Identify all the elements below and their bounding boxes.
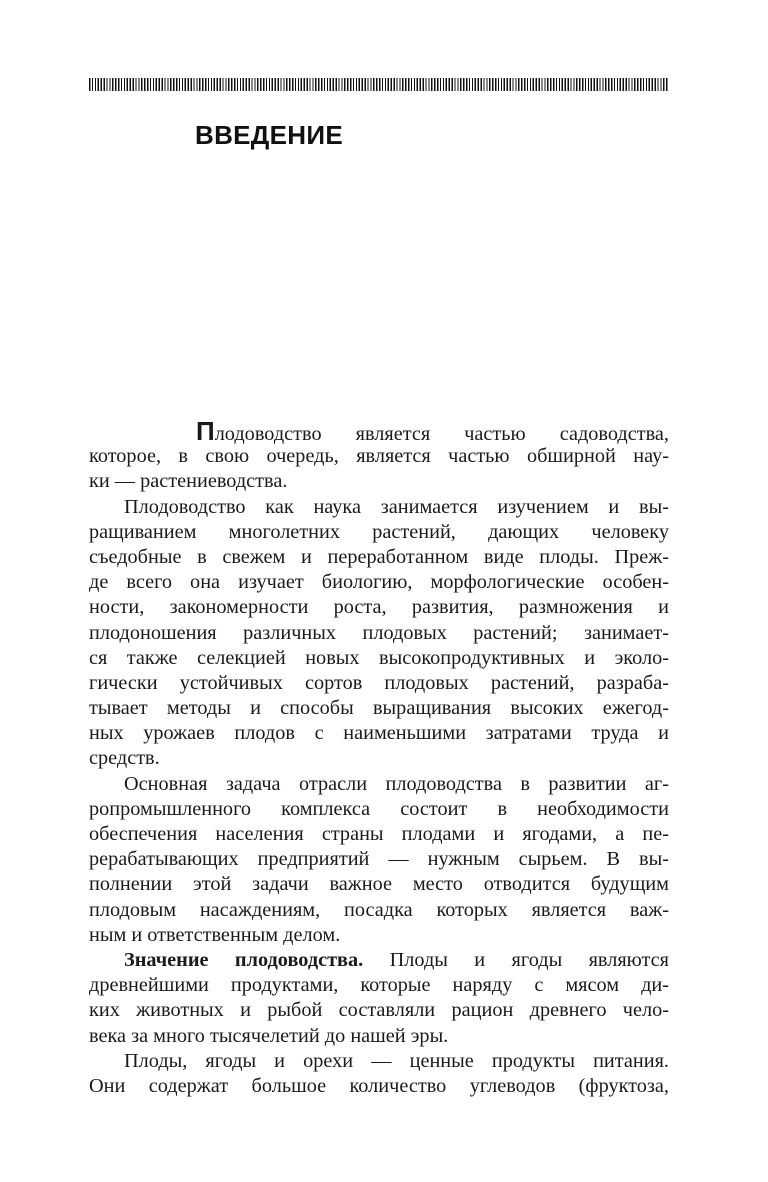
text-line: Плодоводство как наука занимается изучением и вы- xyxy=(124,495,669,518)
paragraph-intro xyxy=(89,416,669,495)
text-line: средств. xyxy=(89,747,160,770)
text-line: ных урожаев плодов с наименьшими затратами труда и xyxy=(89,722,669,745)
paragraph-main-task xyxy=(89,772,669,948)
text-line: обеспечения населения страны плодами и ягодами, а пе- xyxy=(89,823,669,845)
text-line: гически устойчивых сортов плодовых растений, разраба- xyxy=(89,671,669,694)
body-text xyxy=(89,416,670,1099)
text-line: Основная задача отрасли плодоводства в развитии аг- xyxy=(124,772,669,795)
text-line: рерабатывающих предприятий — нужным сырьем. В вы- xyxy=(89,848,669,871)
text-line: Плоды, ягоды и орехи — ценные продукты питания. xyxy=(124,1049,669,1072)
text-line: ным и ответственным делом. xyxy=(89,923,341,946)
text-line: ких животных и рыбой составляли рацион древнего чело- xyxy=(89,999,669,1022)
text-line: ности, закономерности роста, развития, размножения и xyxy=(89,596,669,619)
text-line: де всего она изучает биологию, морфологические особен- xyxy=(89,571,669,594)
paragraph-science xyxy=(89,495,669,772)
text-line: плодовым насаждениям, посадка которых является важ- xyxy=(89,898,669,921)
text-line: которое, в свою очередь, является частью обширной нау- xyxy=(89,445,669,468)
text-line: Плодоводство является частью садоводства, xyxy=(196,416,669,446)
drop-cap: П xyxy=(196,416,215,446)
run-in-heading: Значение плодоводства. xyxy=(124,948,364,971)
paragraph-significance xyxy=(89,948,669,1049)
text-line: ки — растениеводства. xyxy=(89,470,288,493)
text-line: плодоношения различных плодовых растений; занимает- xyxy=(89,621,669,644)
text-line: Они содержат большое количество углеводов (фруктоза, xyxy=(89,1074,669,1097)
text-line: века за много тысячелетий до нашей эры. xyxy=(89,1024,449,1047)
top-decorative-rule xyxy=(89,78,669,91)
text-line: полнении этой задачи важное место отводится будущим xyxy=(89,873,669,896)
chapter-heading: ВВЕДЕНИЕ xyxy=(195,120,343,150)
text-line: древнейшими продуктами, которые наряду с мясом ди- xyxy=(89,974,669,997)
text-line: ропромышленного комплекса состоит в необходимости xyxy=(89,797,669,820)
text-line: ся также селекцией новых высокопродуктивных и эколо- xyxy=(89,646,669,669)
text-line: съедобные в свежем и переработанном виде плоды. Преж- xyxy=(89,545,669,568)
text-line: Значение плодоводства. Плоды и ягоды являются xyxy=(124,948,670,971)
paragraph-nutrition xyxy=(89,1049,669,1099)
text-line: тывает методы и способы выращивания высоких ежегод- xyxy=(89,697,669,720)
text-line: ращиванием многолетних растений, дающих человеку xyxy=(89,520,669,543)
